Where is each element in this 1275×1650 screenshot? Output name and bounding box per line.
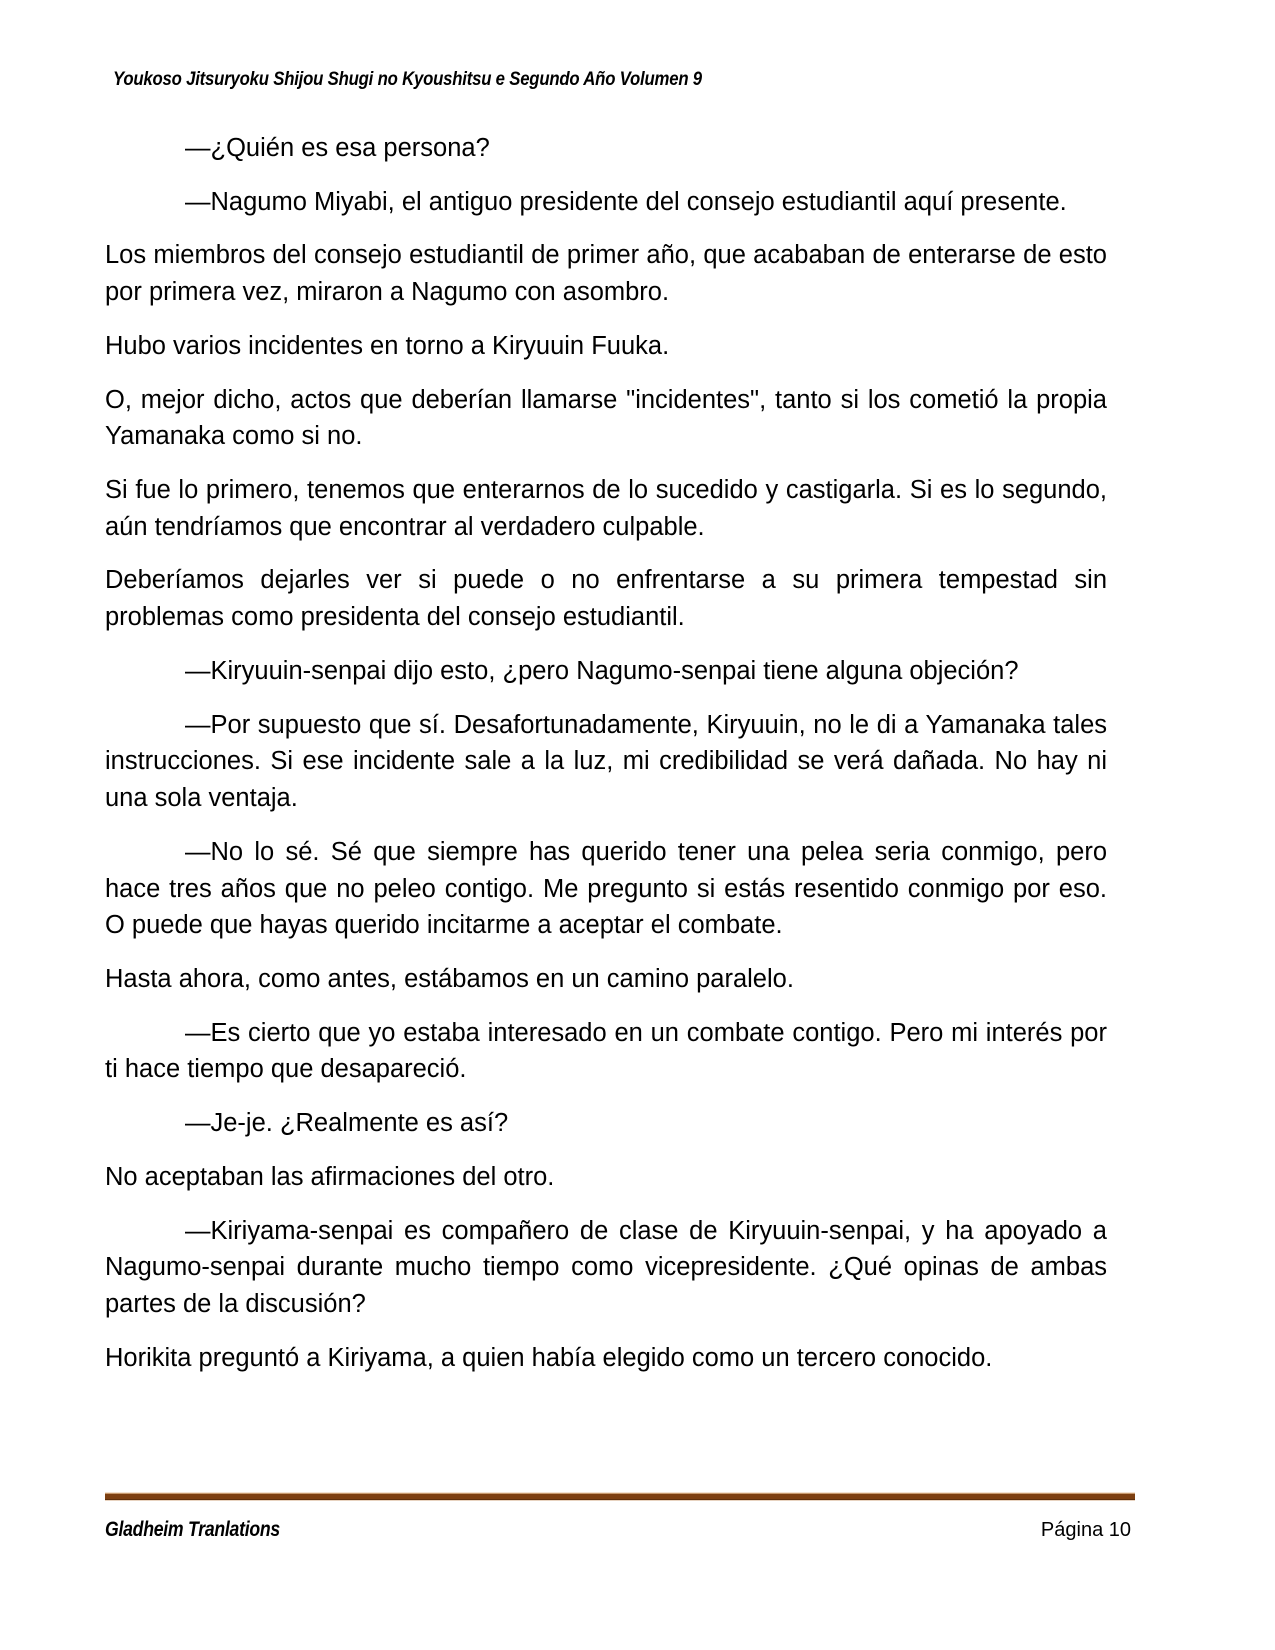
body-paragraph: O, mejor dicho, actos que deberían llamarse "incidentes", tanto si los cometió la propia Yamanaka como si no.: [105, 385, 1107, 451]
body-paragraph: Los miembros del consejo estudiantil de primer año, que acababan de enterarse de esto por primera vez, miraron a Nagumo con asombro.: [105, 241, 1107, 307]
body-paragraph: Horikita preguntó a Kiriyama, a quien había elegido como un tercero conocido.: [105, 1343, 993, 1372]
body-paragraph: —Kiryuuin-senpai dijo esto, ¿pero Nagumo-senpai tiene alguna objeción?: [185, 656, 1019, 685]
body-paragraph: —¿Quién es esa persona?: [185, 134, 490, 162]
body-paragraph: Hubo varios incidentes en torno a Kiryuuin Fuuka.: [105, 331, 670, 360]
body-paragraph: Deberíamos dejarles ver si puede o no enfrentarse a su primera tempestad sin problemas como presidenta del consejo estudiantil.: [105, 566, 1107, 632]
body-paragraph: —Nagumo Miyabi, el antiguo presidente del consejo estudiantil aquí presente.: [185, 187, 1067, 216]
footer-row: [105, 1518, 1135, 1542]
page-number: Página 10: [1040, 1519, 1131, 1541]
footer-divider: [105, 1492, 1135, 1501]
body-paragraph: —No lo sé. Sé que siempre has querido tener una pelea seria conmigo, pero hace tres años que no peleo contigo. Me pregunto si estás resentido conmigo por eso. O puede que hayas querido incitarme a aceptar el combate.: [105, 837, 1107, 940]
body-paragraph: Hasta ahora, como antes, estábamos en un camino paralelo.: [105, 964, 794, 993]
header-title: Youkoso Jitsuryoku Shijou Shugi no Kyoushitsu e Segundo Año Volumen 9: [113, 68, 702, 90]
document-body: [105, 130, 1107, 1376]
body-paragraph: No aceptaban las afirmaciones del otro.: [105, 1162, 555, 1191]
body-paragraph: —Por supuesto que sí. Desafortunadamente, Kiryuuin, no le di a Yamanaka tales instrucciones. Si ese incidente sale a la luz, mi credibilidad se verá dañada. No hay ni una sola ventaja.: [105, 710, 1107, 813]
body-paragraph: —Kiriyama-senpai es compañero de clase de Kiryuuin-senpai, y ha apoyado a Nagumo-senpai durante mucho tiempo como vicepresidente. ¿Qué opinas de ambas partes de la discusión?: [105, 1216, 1107, 1318]
running-footer: [105, 1492, 1135, 1542]
body-paragraph: —Je-je. ¿Realmente es así?: [185, 1109, 509, 1138]
running-header: [113, 68, 1135, 98]
body-paragraph: Si fue lo primero, tenemos que enterarnos de lo sucedido y castigarla. Si es lo segundo, aún tendríamos que encontrar al verdadero culpable.: [105, 476, 1107, 541]
body-paragraph: —Es cierto que yo estaba interesado en un combate contigo. Pero mi interés por ti hace tiempo que desapareció.: [105, 1018, 1107, 1084]
footer-brand: Gladheim Tranlations: [105, 1518, 280, 1541]
